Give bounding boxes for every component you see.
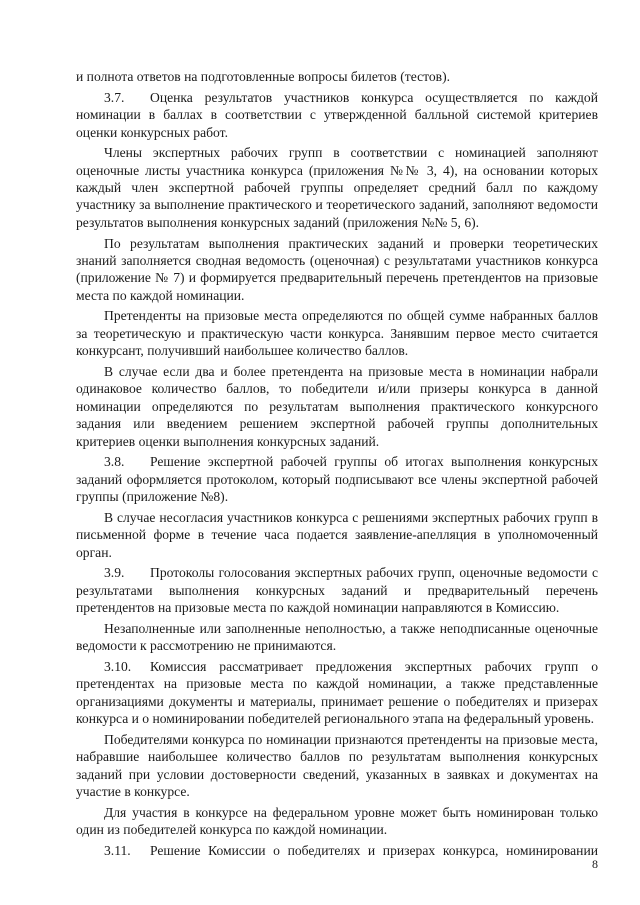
- paragraph-text: По результатам выполнения практических заданий и проверки теоретических знаний заполняется сводная ведомость (оценочная) с результатами участников конкурса (приложение № 7) и формируется предварительный перечень претендентов на призовые места по каждой номинации.: [76, 235, 598, 303]
- paragraph: [76, 731, 598, 801]
- paragraph-3-8: [76, 453, 598, 505]
- paragraph-text: Решение Комиссии о победителях и призерах конкурса, номинировании: [150, 842, 598, 858]
- document-page: [76, 68, 598, 863]
- paragraph-text: Победителями конкурса по номинации признаются претенденты на призовые места, набравшие наибольшее количество баллов по результатам выполнения конкурсных заданий при условии достоверности сведений, указанных в заявках и документах на участие в конкурсе.: [76, 731, 598, 800]
- paragraph: [76, 307, 598, 359]
- paragraph-text: Члены экспертных рабочих групп в соответствии с номинацией заполняют оценочные листы участника конкурса (приложения №№ 3, 4), на основании которых каждый член экспертной рабочей группы определяет средний балл по каждому участнику за выполнение практического и теоретического заданий, заполняют ведомости результатов выполнения конкурсных заданий (приложения №№ 5, 6).: [76, 145, 598, 230]
- paragraph-text: Протоколы голосования экспертных рабочих групп, оценочные ведомости с результатами выполнения конкурсных заданий и предварительный перечень претендентов на призовые места по каждой номинации направляются в Комиссию.: [76, 565, 598, 616]
- paragraph-text: В случае если два и более претендента на призовые места в номинации набрали одинаковое количество баллов, то победители и/или призеры конкурса в данной номинации определяются по результатам выполнения практического конкурсного задания или введением решением экспертной рабочей группы дополнительных критериев оценки выполнения конкурсных заданий.: [76, 363, 598, 449]
- paragraph-text: и полнота ответов на подготовленные вопросы билетов (тестов).: [76, 69, 451, 84]
- paragraph: [76, 363, 598, 450]
- paragraph-text: Незаполненные или заполненные неполностью, а также неподписанные оценочные ведомости к рассмотрению не принимаются.: [76, 620, 598, 654]
- paragraph-text: Оценка результатов участников конкурса осуществляется по каждой номинации в баллах в соответствии с утвержденной балльной системой критериев оценки конкурсных работ.: [76, 89, 598, 140]
- paragraph-3-10: [76, 658, 598, 728]
- clause-number: 3.10.: [104, 658, 132, 674]
- paragraph-3-7: [76, 89, 598, 141]
- paragraph-text: В случае несогласия участников конкурса с решениями экспертных рабочих групп в письменной форме в течение часа подается заявление-апелляция в уполномоченный орган.: [76, 509, 598, 560]
- clause-number: 3.11.: [104, 842, 131, 858]
- paragraph-text: Для участия в конкурсе на федеральном уровне может быть номинирован только один из победителей конкурса по каждой номинации.: [76, 804, 598, 838]
- paragraph-continuation: [76, 68, 598, 85]
- clause-number: 3.8.: [104, 454, 125, 470]
- paragraph-text: Комиссия рассматривает предложения экспертных рабочих групп о претендентах на призовые места по каждой номинации, а также представленные организациями документы и материалы, принимает решение о победителях и призерах конкурса и о номинировании победителей регионального этапа на федеральный уровень.: [76, 658, 598, 727]
- paragraph-3-9: [76, 564, 598, 616]
- paragraph-text: Претенденты на призовые места определяются по общей сумме набранных баллов за теоретическую и практическую части конкурса. Занявшим первое место считается конкурсант, получивший наибольшее количество баллов.: [76, 308, 598, 359]
- paragraph: [76, 509, 598, 561]
- paragraph: [76, 144, 598, 231]
- paragraph: [76, 804, 598, 839]
- clause-number: 3.9.: [104, 565, 125, 581]
- clause-number: 3.7.: [104, 89, 125, 105]
- paragraph-text: Решение экспертной рабочей группы об итогах выполнения конкурсных заданий оформляется протоколом, который подписывают все члены экспертной рабочей группы (приложение №8).: [76, 454, 598, 505]
- paragraph: [76, 620, 598, 655]
- paragraph: [76, 235, 598, 305]
- paragraph-3-11: [76, 842, 598, 859]
- page-number: 8: [592, 857, 598, 871]
